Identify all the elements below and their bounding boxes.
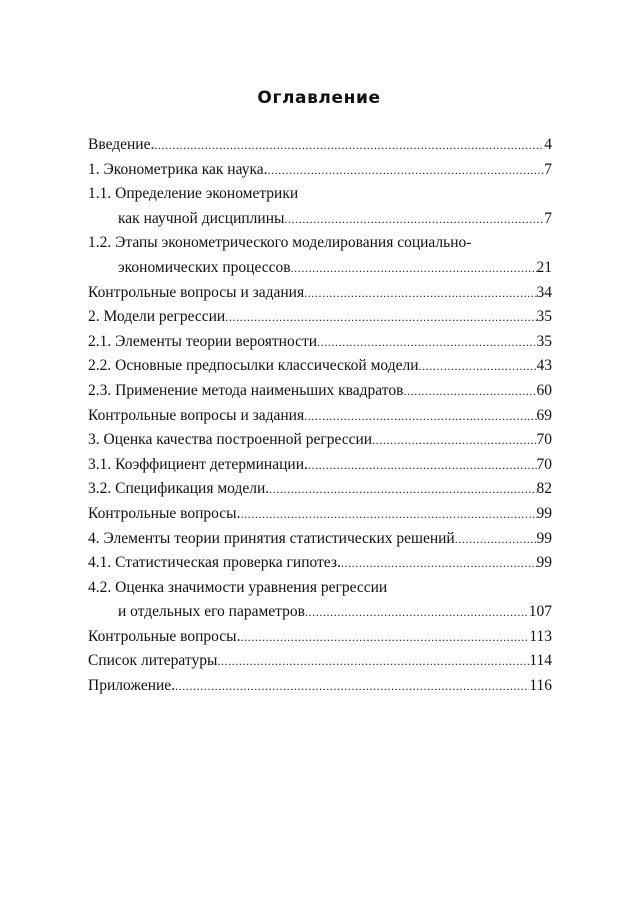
toc-page-number: 43 [536, 357, 552, 375]
toc-line [88, 182, 552, 207]
toc-page-number: 21 [536, 258, 552, 276]
toc-entry-text: 2.1. Элементы теории вероятности [88, 332, 318, 350]
toc-entry-text: 1.1. Определение эконометрики [88, 185, 299, 203]
toc-entry [88, 158, 552, 183]
toc-entry [88, 428, 552, 453]
dot-leader [341, 551, 537, 576]
dot-leader [269, 477, 536, 502]
toc-page-number: 34 [536, 283, 552, 301]
toc-page-number: 4 [544, 136, 552, 153]
toc-line [88, 477, 552, 502]
toc-entry [88, 379, 552, 404]
toc-page-number: 116 [529, 677, 552, 695]
toc-line [88, 625, 552, 650]
toc-line [88, 256, 552, 281]
toc-line [88, 404, 552, 429]
toc-entry [88, 674, 552, 699]
toc-page-number: 99 [536, 554, 552, 572]
toc-entry [88, 133, 552, 158]
toc-entry [88, 453, 552, 478]
toc-entry-text: 4.1. Статистическая проверка гипотез. [88, 554, 341, 572]
toc-entry-text: 4.2. Оценка значимости уравнения регрессии [88, 578, 388, 596]
toc-entry [88, 649, 552, 674]
dot-leader [240, 502, 536, 527]
toc-page-number: 7 [544, 209, 552, 227]
toc-entry [88, 502, 552, 527]
dot-leader [154, 133, 544, 158]
toc-page-number: 113 [529, 627, 552, 645]
dot-leader [304, 404, 536, 429]
table-of-contents [88, 133, 552, 699]
dot-leader [305, 600, 529, 625]
toc-line [88, 133, 552, 158]
page-title: Оглавление [257, 88, 381, 108]
toc-line [88, 453, 552, 478]
toc-line [88, 674, 552, 699]
dot-leader [291, 256, 537, 281]
toc-entry-text: 2.3. Применение метода наименьших квадратов [88, 381, 404, 399]
toc-entry-text: Список литературы [88, 652, 218, 670]
toc-line [88, 649, 552, 674]
dot-leader [372, 428, 536, 453]
dot-leader [419, 354, 537, 379]
toc-line [88, 527, 552, 552]
toc-page-number: 69 [536, 406, 552, 424]
toc-line [88, 207, 552, 232]
toc-entry-text: Контрольные вопросы и задания [88, 406, 305, 424]
toc-page-number: 114 [529, 652, 552, 670]
toc-entry [88, 354, 552, 379]
toc-entry [88, 281, 552, 306]
toc-entry [88, 576, 552, 625]
toc-line [88, 379, 552, 404]
toc-page-number: 82 [536, 480, 552, 498]
toc-page-number: 60 [536, 381, 552, 399]
toc-line [88, 231, 552, 256]
toc-line [88, 428, 552, 453]
toc-entry-text: как научной дисциплины [118, 209, 285, 227]
toc-line [88, 502, 552, 527]
toc-line [88, 576, 552, 601]
toc-entry [88, 182, 552, 231]
dot-leader [225, 305, 536, 330]
toc-entry [88, 231, 552, 280]
toc-entry-text: Контрольные вопросы и задания [88, 283, 305, 301]
toc-page-number: 70 [536, 455, 552, 473]
toc-line [88, 158, 552, 183]
dot-leader [217, 649, 529, 674]
dot-leader [403, 379, 536, 404]
toc-entry [88, 330, 552, 355]
toc-page-number: 107 [528, 603, 552, 621]
toc-entry [88, 527, 552, 552]
toc-entry-text: 3.2. Спецификация модели. [88, 480, 270, 498]
toc-page-number: 70 [536, 431, 552, 449]
toc-line [88, 600, 552, 625]
toc-entry-text: 1.2. Этапы эконометрического моделирования социально- [88, 234, 472, 252]
dot-leader [240, 625, 529, 650]
toc-line [88, 305, 552, 330]
toc-entry-text: Приложение. [88, 677, 176, 695]
toc-entry-text: Введение. [88, 136, 155, 153]
toc-line [88, 330, 552, 355]
toc-page-number: 99 [536, 529, 552, 547]
toc-entry-text: 1. Эконометрика как наука. [88, 160, 268, 178]
toc-line [88, 551, 552, 576]
toc-entry [88, 477, 552, 502]
dot-leader [317, 330, 536, 355]
toc-entry [88, 404, 552, 429]
toc-entry [88, 551, 552, 576]
toc-entry-text: 4. Элементы теории принятия статистических решений [88, 529, 455, 547]
dot-leader [455, 527, 537, 552]
toc-entry-text: 2. Модели регрессии [88, 308, 226, 326]
toc-line [88, 354, 552, 379]
dot-leader [304, 281, 536, 306]
toc-page-number: 99 [536, 504, 552, 522]
toc-entry-text: Контрольные вопросы. [88, 504, 241, 522]
toc-entry [88, 305, 552, 330]
dot-leader [308, 453, 537, 478]
toc-entry-text: и отдельных его параметров [118, 603, 305, 621]
dot-leader [284, 207, 544, 232]
toc-page-number: 35 [536, 308, 552, 326]
toc-entry-text: Контрольные вопросы. [88, 627, 241, 645]
toc-line [88, 281, 552, 306]
dot-leader [268, 158, 545, 183]
toc-entry-text: экономических процессов [118, 258, 291, 276]
toc-entry [88, 625, 552, 650]
dot-leader [175, 674, 529, 699]
toc-page-number: 35 [536, 332, 552, 350]
toc-entry-text: 2.2. Основные предпосылки классической модели [88, 357, 419, 375]
toc-entry-text: 3. Оценка качества построенной регрессии [88, 431, 373, 449]
toc-entry-text: 3.1. Коэффициент детерминации. [88, 455, 308, 473]
toc-page-number: 7 [544, 160, 552, 178]
